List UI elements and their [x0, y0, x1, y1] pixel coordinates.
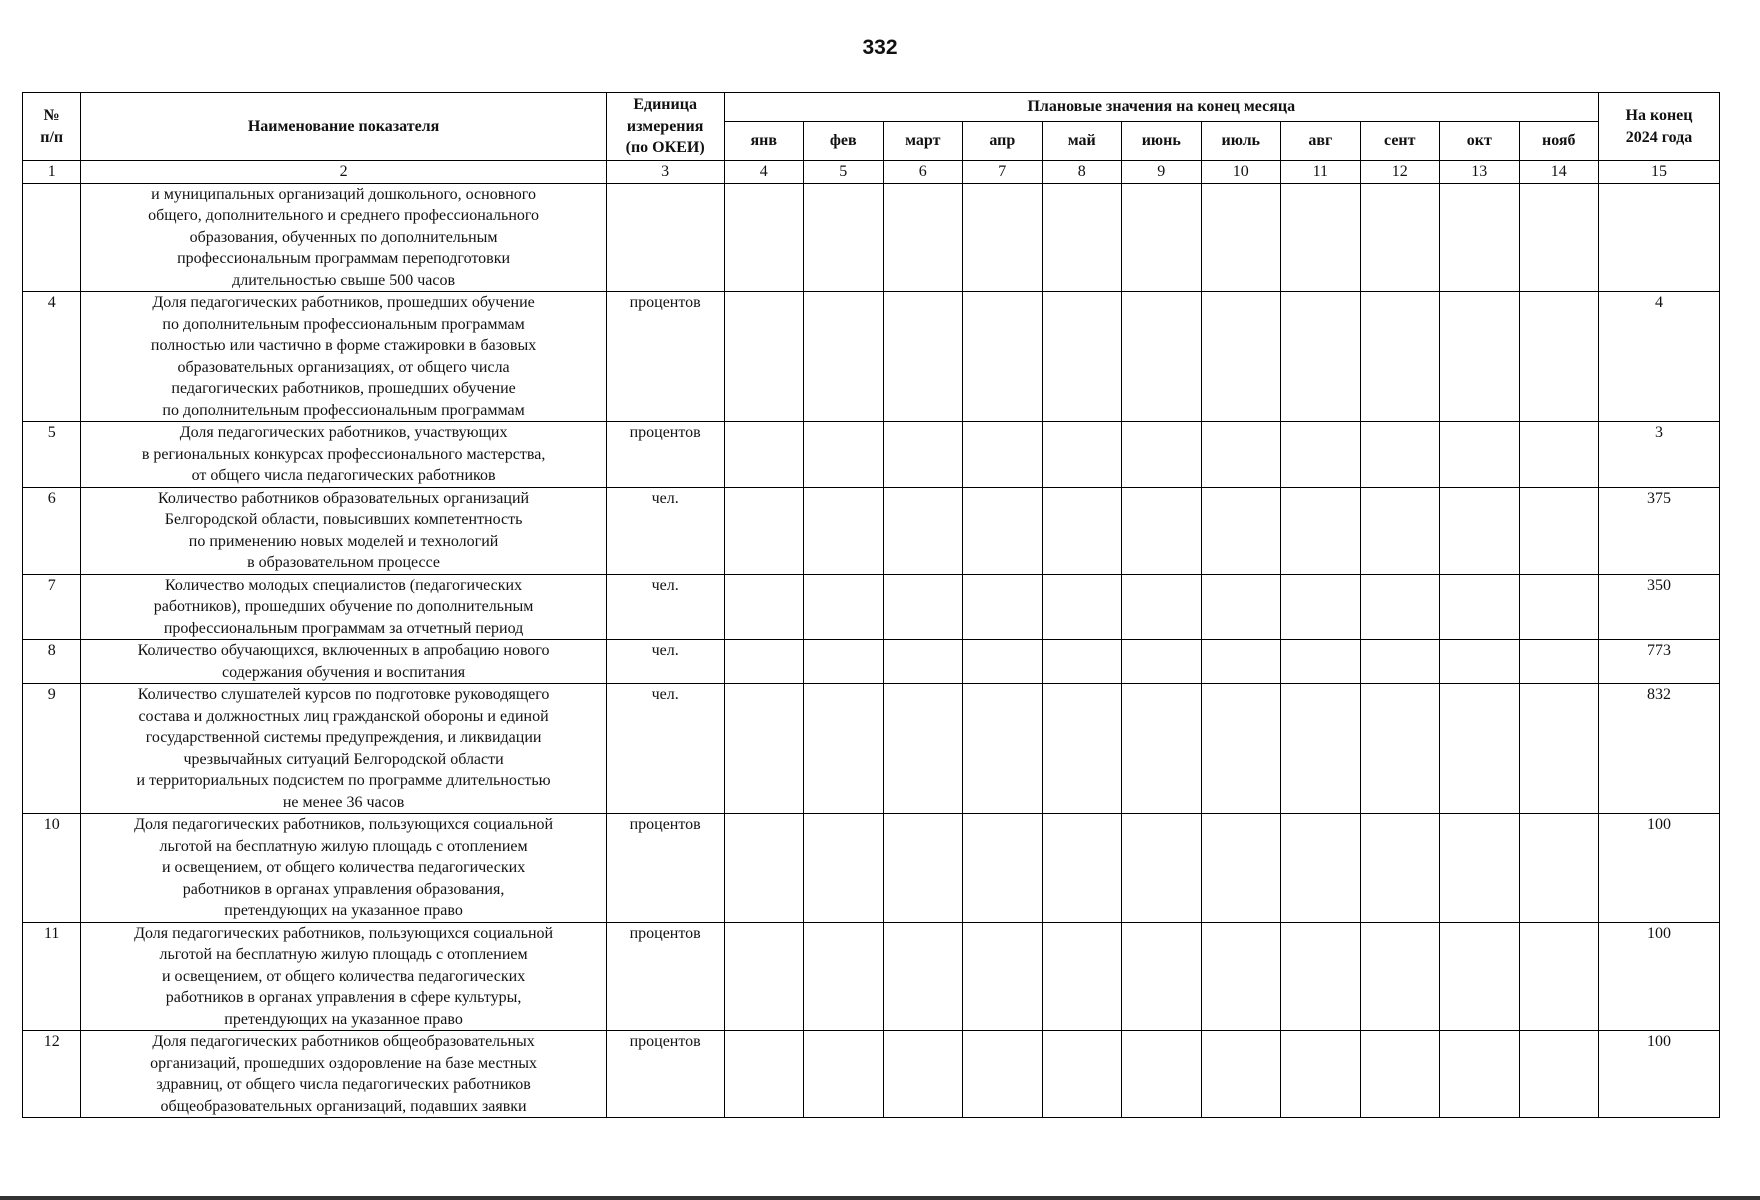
month-value-cell: [883, 684, 963, 814]
row-number: 6: [23, 487, 81, 574]
month-value-cell: [1519, 814, 1599, 923]
month-value-cell: [963, 574, 1043, 640]
month-value-cell: [804, 422, 884, 488]
column-number: 11: [1281, 161, 1361, 184]
month-value-cell: [804, 487, 884, 574]
header-month: июль: [1201, 122, 1281, 161]
month-value-cell: [883, 1031, 963, 1118]
column-number: 6: [883, 161, 963, 184]
month-value-cell: [804, 1031, 884, 1118]
column-number: 10: [1201, 161, 1281, 184]
year-end-value: 3: [1599, 422, 1720, 488]
month-value-cell: [1042, 422, 1122, 488]
month-value-cell: [1519, 574, 1599, 640]
month-value-cell: [883, 422, 963, 488]
month-value-cell: [963, 684, 1043, 814]
indicator-name: Доля педагогических работников общеобразовательных организаций, прошедших оздоровление на базе местных здравниц, от общего числа педагогических работников общеобразовательных организаций, подавших заявки: [81, 1031, 606, 1118]
table-row: [23, 640, 1720, 684]
month-value-cell: [1519, 487, 1599, 574]
month-value-cell: [1281, 292, 1361, 422]
year-end-value: 832: [1599, 684, 1720, 814]
indicator-name: Доля педагогических работников, пользующихся социальной льготой на бесплатную жилую площадь с отоплением и освещением, от общего количества педагогических работников в органах управления в сфере культуры, претендующих на указанное право: [81, 922, 606, 1031]
column-number: 2: [81, 161, 606, 184]
month-value-cell: [1440, 1031, 1520, 1118]
month-value-cell: [1360, 640, 1440, 684]
year-end-value: 350: [1599, 574, 1720, 640]
month-value-cell: [1042, 487, 1122, 574]
row-number: 12: [23, 1031, 81, 1118]
table-row: [23, 814, 1720, 923]
header-unit: Единица измерения (по ОКЕИ): [606, 93, 724, 161]
month-value-cell: [1042, 684, 1122, 814]
month-value-cell: [1042, 1031, 1122, 1118]
month-value-cell: [1201, 922, 1281, 1031]
month-value-cell: [724, 640, 804, 684]
header-month: март: [883, 122, 963, 161]
indicator-name: Количество молодых специалистов (педагогических работников), прошедших обучение по дополнительным профессиональным программам за отчетный период: [81, 574, 606, 640]
indicator-name: Количество обучающихся, включенных в апробацию нового содержания обучения и воспитания: [81, 640, 606, 684]
month-value-cell: [883, 487, 963, 574]
month-value-cell: [1440, 574, 1520, 640]
month-value-cell: [1440, 922, 1520, 1031]
month-value-cell: [1281, 574, 1361, 640]
unit-cell: чел.: [606, 640, 724, 684]
month-value-cell: [963, 814, 1043, 923]
header-month: апр: [963, 122, 1043, 161]
month-value-cell: [724, 922, 804, 1031]
month-value-cell: [1122, 183, 1202, 292]
column-number: 7: [963, 161, 1043, 184]
column-number: 5: [804, 161, 884, 184]
header-plan-group: Плановые значения на конец месяца: [724, 93, 1599, 122]
month-value-cell: [804, 640, 884, 684]
unit-cell: процентов: [606, 814, 724, 923]
column-number: 12: [1360, 161, 1440, 184]
month-value-cell: [963, 422, 1043, 488]
month-value-cell: [1122, 922, 1202, 1031]
column-number: 15: [1599, 161, 1720, 184]
month-value-cell: [963, 183, 1043, 292]
year-end-value: 100: [1599, 814, 1720, 923]
table-row: [23, 422, 1720, 488]
month-value-cell: [1519, 640, 1599, 684]
year-end-value: 100: [1599, 1031, 1720, 1118]
month-value-cell: [1122, 292, 1202, 422]
month-value-cell: [804, 183, 884, 292]
month-value-cell: [1360, 922, 1440, 1031]
unit-cell: [606, 183, 724, 292]
month-value-cell: [1360, 487, 1440, 574]
month-value-cell: [1440, 640, 1520, 684]
month-value-cell: [1281, 487, 1361, 574]
month-value-cell: [1440, 814, 1520, 923]
year-end-value: 773: [1599, 640, 1720, 684]
month-value-cell: [1042, 922, 1122, 1031]
month-value-cell: [883, 640, 963, 684]
unit-cell: процентов: [606, 922, 724, 1031]
month-value-cell: [1201, 487, 1281, 574]
header-month: июнь: [1122, 122, 1202, 161]
month-value-cell: [1122, 574, 1202, 640]
month-value-cell: [724, 684, 804, 814]
month-value-cell: [1519, 922, 1599, 1031]
column-number: 9: [1122, 161, 1202, 184]
header-year-end: На конец 2024 года: [1599, 93, 1720, 161]
month-value-cell: [1201, 183, 1281, 292]
header-month: окт: [1440, 122, 1520, 161]
row-number: 11: [23, 922, 81, 1031]
unit-cell: процентов: [606, 422, 724, 488]
month-value-cell: [883, 574, 963, 640]
month-value-cell: [883, 922, 963, 1031]
indicator-name: Доля педагогических работников, участвующих в региональных конкурсах профессионального мастерства, от общего числа педагогических работников: [81, 422, 606, 488]
column-number: 8: [1042, 161, 1122, 184]
column-number: 4: [724, 161, 804, 184]
month-value-cell: [804, 684, 884, 814]
month-value-cell: [1440, 422, 1520, 488]
header-month: нояб: [1519, 122, 1599, 161]
month-value-cell: [1201, 814, 1281, 923]
column-number: 3: [606, 161, 724, 184]
month-value-cell: [1201, 1031, 1281, 1118]
month-value-cell: [724, 183, 804, 292]
month-value-cell: [1201, 684, 1281, 814]
month-value-cell: [1281, 640, 1361, 684]
header-month: авг: [1281, 122, 1361, 161]
bottom-rule: [0, 1196, 1760, 1200]
month-value-cell: [1360, 574, 1440, 640]
header-month: фев: [804, 122, 884, 161]
plan-table: [22, 92, 1720, 1118]
indicator-name: Доля педагогических работников, пользующихся социальной льготой на бесплатную жилую площадь с отоплением и освещением, от общего количества педагогических работников в органах управления образования, претендующих на указанное право: [81, 814, 606, 923]
indicator-name: Количество слушателей курсов по подготовке руководящего состава и должностных лиц гражданской обороны и единой государственной системы предупреждения, и ликвидации чрезвычайных ситуаций Белгородской области и территориальных подсистем по программе длительностью не менее 36 часов: [81, 684, 606, 814]
month-value-cell: [1281, 922, 1361, 1031]
header-month: сент: [1360, 122, 1440, 161]
month-value-cell: [1519, 292, 1599, 422]
year-end-value: 4: [1599, 292, 1720, 422]
header-name: Наименование показателя: [81, 93, 606, 161]
month-value-cell: [1122, 487, 1202, 574]
month-value-cell: [1201, 292, 1281, 422]
month-value-cell: [1440, 487, 1520, 574]
month-value-cell: [1122, 422, 1202, 488]
month-value-cell: [1042, 640, 1122, 684]
month-value-cell: [1281, 422, 1361, 488]
month-value-cell: [1281, 1031, 1361, 1118]
month-value-cell: [1122, 640, 1202, 684]
row-number: 10: [23, 814, 81, 923]
unit-cell: процентов: [606, 1031, 724, 1118]
month-value-cell: [1440, 684, 1520, 814]
month-value-cell: [1042, 814, 1122, 923]
indicator-name: Доля педагогических работников, прошедших обучение по дополнительным профессиональным программам полностью или частично в форме стажировки в базовых образовательных организациях, от общего числа педагогических работников, прошедших обучение по дополнительным профессиональным программам: [81, 292, 606, 422]
month-value-cell: [963, 640, 1043, 684]
month-value-cell: [724, 814, 804, 923]
month-value-cell: [1122, 814, 1202, 923]
month-value-cell: [883, 183, 963, 292]
month-value-cell: [1519, 422, 1599, 488]
month-value-cell: [1042, 292, 1122, 422]
row-number: 5: [23, 422, 81, 488]
month-value-cell: [1281, 684, 1361, 814]
month-value-cell: [724, 487, 804, 574]
month-value-cell: [804, 574, 884, 640]
month-value-cell: [1440, 292, 1520, 422]
month-value-cell: [1201, 640, 1281, 684]
table-row: [23, 684, 1720, 814]
year-end-value: [1599, 183, 1720, 292]
month-value-cell: [963, 1031, 1043, 1118]
table-row: [23, 487, 1720, 574]
month-value-cell: [1360, 292, 1440, 422]
column-number: 13: [1440, 161, 1520, 184]
table-row: [23, 183, 1720, 292]
month-value-cell: [804, 292, 884, 422]
row-number: [23, 183, 81, 292]
month-value-cell: [1201, 574, 1281, 640]
table-row: [23, 1031, 1720, 1118]
month-value-cell: [1519, 183, 1599, 292]
month-value-cell: [1519, 684, 1599, 814]
column-number: 14: [1519, 161, 1599, 184]
month-value-cell: [724, 422, 804, 488]
month-value-cell: [804, 922, 884, 1031]
table-row: [23, 292, 1720, 422]
month-value-cell: [1360, 1031, 1440, 1118]
unit-cell: чел.: [606, 487, 724, 574]
month-value-cell: [804, 814, 884, 923]
month-value-cell: [1519, 1031, 1599, 1118]
page-number: 332: [862, 36, 898, 59]
month-value-cell: [724, 1031, 804, 1118]
table-row: [23, 922, 1720, 1031]
header-month: май: [1042, 122, 1122, 161]
header-month: янв: [724, 122, 804, 161]
month-value-cell: [1281, 183, 1361, 292]
row-number: 4: [23, 292, 81, 422]
unit-cell: процентов: [606, 292, 724, 422]
table-row: [23, 574, 1720, 640]
header-num: № п/п: [23, 93, 81, 161]
month-value-cell: [883, 814, 963, 923]
month-value-cell: [1122, 1031, 1202, 1118]
month-value-cell: [1042, 183, 1122, 292]
month-value-cell: [1281, 814, 1361, 923]
indicator-name: и муниципальных организаций дошкольного, основного общего, дополнительного и среднего профессионального образования, обученных по дополнительным профессиональным программам переподготовки длительностью свыше 500 часов: [81, 183, 606, 292]
unit-cell: чел.: [606, 574, 724, 640]
row-number: 8: [23, 640, 81, 684]
month-value-cell: [1440, 183, 1520, 292]
month-value-cell: [1360, 422, 1440, 488]
indicator-name: Количество работников образовательных организаций Белгородской области, повысивших компетентность по применению новых моделей и технологий в образовательном процессе: [81, 487, 606, 574]
unit-cell: чел.: [606, 684, 724, 814]
row-number: 7: [23, 574, 81, 640]
month-value-cell: [963, 292, 1043, 422]
row-number: 9: [23, 684, 81, 814]
month-value-cell: [963, 487, 1043, 574]
column-number: 1: [23, 161, 81, 184]
month-value-cell: [1042, 574, 1122, 640]
month-value-cell: [1360, 684, 1440, 814]
month-value-cell: [724, 292, 804, 422]
month-value-cell: [1122, 684, 1202, 814]
month-value-cell: [883, 292, 963, 422]
month-value-cell: [1360, 183, 1440, 292]
month-value-cell: [724, 574, 804, 640]
month-value-cell: [1360, 814, 1440, 923]
year-end-value: 375: [1599, 487, 1720, 574]
month-value-cell: [1201, 422, 1281, 488]
year-end-value: 100: [1599, 922, 1720, 1031]
month-value-cell: [963, 922, 1043, 1031]
